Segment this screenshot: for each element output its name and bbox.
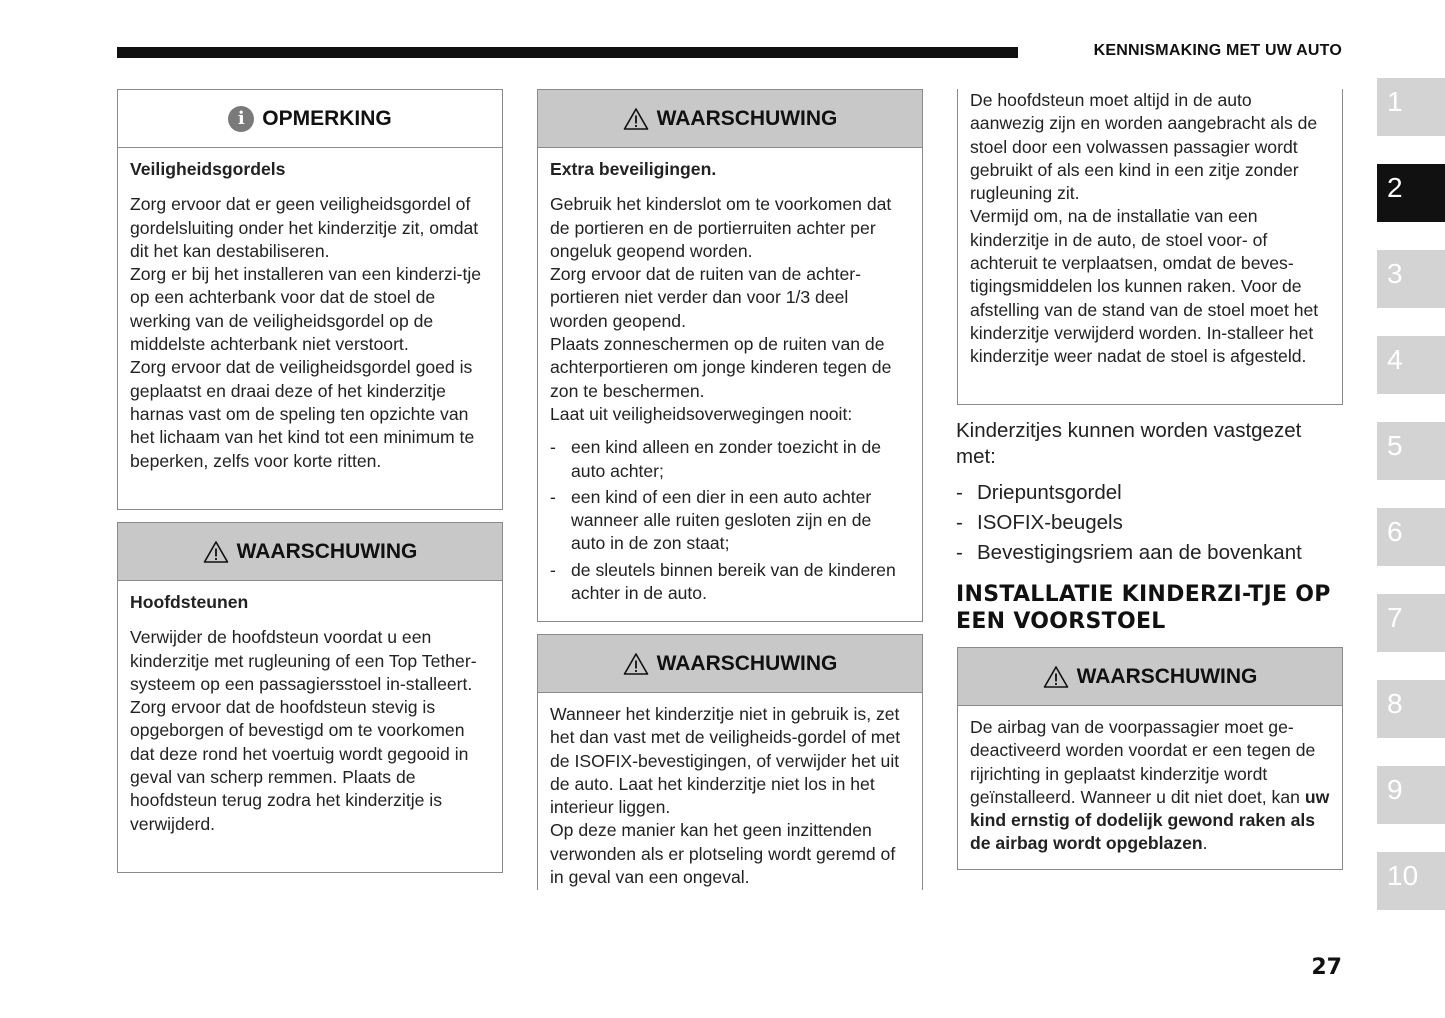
- warning-box-header: [538, 90, 922, 148]
- warning-box-subtitle: Extra beveiligingen.: [550, 159, 717, 179]
- warning-paragraph: Gebruik het kinderslot om te voorkomen dat de portieren en de portierruiten achter per ongeluk geopend worden.: [550, 194, 892, 261]
- warning-paragraph: Plaats zonneschermen op de ruiten van de achterportieren om jonge kinderen tegen de zon te beschermen.: [550, 334, 892, 401]
- note-paragraph: Zorg ervoor dat de veiligheidsgordel goed is geplaatst en draai deze of het kinderzitje harnas vast om de speling ten opzichte van het lichaam van het kind tot een minimum te beperken, zelfs voor korte ritten.: [130, 357, 475, 471]
- chapter-tab-label: 4: [1387, 344, 1403, 375]
- warning-text: De airbag van de voorpassagier moet ge-deactiveerd worden voordat er een tegen de rijrichting in geplaatst kinderzitje wordt geïnstalleerd. Wanneer u dit niet doet, kan: [970, 717, 1316, 807]
- warning-paragraph: De hoofdsteun moet altijd in de auto aanwezig zijn en worden aangebracht als de stoel door een volwassen passagier wordt gebruikt of als een kind in een zitje zonder rugleuning zit.: [970, 90, 1318, 204]
- note-box-body: [118, 148, 502, 483]
- section-title: KENNISMAKING MET UW AUTO: [1093, 42, 1342, 59]
- warning-box-body: [538, 148, 922, 618]
- warning-paragraph: Laat uit veiligheidsoverwegingen nooit:: [550, 403, 853, 424]
- warning-box-airbag: [957, 647, 1343, 870]
- chapter-tab-label: 10: [1387, 860, 1419, 891]
- warning-box-continued: [957, 89, 1343, 405]
- warning-icon: [623, 107, 649, 131]
- warning-icon: [203, 540, 229, 564]
- chapter-tab-label: 7: [1387, 602, 1403, 633]
- list-item: - Bevestigingsriem aan de bovenkant: [956, 538, 1342, 568]
- warning-paragraph: Zorg ervoor dat de ruiten van de achter-portieren niet verder dan voor 1/3 deel worden geopend.: [550, 264, 861, 331]
- warning-box-storage: [537, 634, 923, 890]
- note-paragraph: Zorg ervoor dat er geen veiligheidsgordel of gordelsluiting onder het kinderzitje zit, omdat dit het kan destabiliseren.: [130, 194, 479, 261]
- warning-box-body: [538, 693, 922, 899]
- warning-paragraph: Op deze manier kan het geen inzittenden verwonden als er plotseling wordt geremd of in geval van een ongeval.: [550, 820, 896, 888]
- list-item: - de sleutels binnen bereik van de kinderen achter in de auto.: [550, 559, 910, 606]
- warning-paragraph: [970, 716, 1330, 856]
- chapter-tab-4[interactable]: [1377, 336, 1445, 394]
- chapter-tab-1[interactable]: [1377, 78, 1445, 136]
- warning-box-subtitle: Hoofdsteunen: [130, 592, 249, 612]
- warning-text-end: .: [1202, 833, 1208, 854]
- chapter-tab-label: 3: [1387, 258, 1403, 289]
- chapter-tab-10[interactable]: [1377, 852, 1445, 910]
- warning-paragraph: Zorg ervoor dat de hoofdsteun stevig is opgeborgen of bevestigd om te voorkomen dat deze rond het voertuig wordt gegooid in geval van scherp remmen. Plaats de hoofdsteun terug zodra het kinderzitje is verwijderd.: [130, 697, 469, 834]
- chapter-tab-9[interactable]: [1377, 766, 1445, 824]
- list-item: - een kind alleen en zonder toezicht in de auto achter;: [550, 436, 910, 483]
- intro-paragraph: Kinderzitjes kunnen worden vastgezet met:: [956, 419, 1302, 468]
- chapter-tab-label: 5: [1387, 430, 1403, 461]
- header-bar: [117, 47, 1018, 58]
- note-box-header: [118, 90, 502, 148]
- chapter-tab-5[interactable]: [1377, 422, 1445, 480]
- intro-text: [956, 418, 1342, 568]
- note-box-title: OPMERKING: [262, 106, 392, 130]
- note-box: [117, 89, 503, 510]
- warning-box-title: WAARSCHUWING: [656, 106, 838, 130]
- section-heading: INSTALLATIE KINDERZI-TJE OP EEN VOORSTOEL: [956, 582, 1331, 634]
- warning-box-title: WAARSCHUWING: [1076, 664, 1258, 688]
- warning-paragraph: Wanneer het kinderzitje niet in gebruik is, zet het dan vast met de veiligheids-gordel of met de ISOFIX-bevestigingen, of verwijder het uit de auto. Laat het kinderzitje niet los in het interieur liggen.: [550, 704, 901, 818]
- info-icon: i: [228, 106, 254, 132]
- warning-box-title: WAARSCHUWING: [656, 651, 838, 675]
- chapter-tab-2[interactable]: [1377, 164, 1445, 222]
- warning-list: [550, 436, 910, 605]
- warning-box-title: WAARSCHUWING: [236, 539, 418, 563]
- note-box-subtitle: Veiligheidsgordels: [130, 159, 286, 179]
- page-number: 27: [1311, 955, 1342, 980]
- chapter-tab-label: 8: [1387, 688, 1403, 719]
- chapter-tab-6[interactable]: [1377, 508, 1445, 566]
- warning-box-body: [958, 89, 1342, 379]
- warning-box-headrests: [117, 522, 503, 873]
- list-item: - ISOFIX-beugels: [956, 508, 1342, 538]
- warning-paragraph: Vermijd om, na de installatie van een kinderzitje in de auto, de stoel voor- of achteruit te verplaatsen, omdat de beves-tigingsmiddelen los kunnen raken. Voor de afstelling van de stand van de stoel moet het kinderzitje verwijderd worden. In-stalleer het kinderzitje weer nadat de stoel is afgesteld.: [970, 206, 1319, 367]
- chapter-tab-8[interactable]: [1377, 680, 1445, 738]
- warning-paragraph: Verwijder de hoofdsteun voordat u een kinderzitje met rugleuning of een Top Tether-systeem op een passagiersstoel in-stalleert.: [130, 627, 477, 694]
- warning-box-body: [118, 581, 502, 846]
- chapter-tab-7[interactable]: [1377, 594, 1445, 652]
- warning-text-emphasis: uw kind ernstig of dodelijk gewond raken als de airbag wordt opgeblazen: [970, 786, 1330, 854]
- list-item: - Driepuntsgordel: [956, 478, 1342, 508]
- chapter-tab-label: 1: [1387, 86, 1403, 117]
- warning-box-body: [958, 706, 1342, 866]
- warning-box-header: [538, 635, 922, 693]
- note-paragraph: Zorg er bij het installeren van een kinderzi-tje op een achterbank voor dat de stoel de werking van de veiligheidsgordel op de middelste achterbank niet verstoort.: [130, 264, 482, 355]
- warning-box-header: [958, 648, 1342, 706]
- fastening-list: [956, 478, 1342, 568]
- list-item: - een kind of een dier in een auto achter wanneer alle ruiten gesloten zijn en de auto in de zon staat;: [550, 486, 910, 556]
- chapter-tab-label: 6: [1387, 516, 1403, 547]
- chapter-tab-label: 2: [1387, 172, 1403, 203]
- chapter-tab-3[interactable]: [1377, 250, 1445, 308]
- chapter-tab-label: 9: [1387, 774, 1403, 805]
- warning-icon: [623, 652, 649, 676]
- warning-box-extra-security: [537, 89, 923, 622]
- warning-box-header: [118, 523, 502, 581]
- warning-icon: [1043, 665, 1069, 689]
